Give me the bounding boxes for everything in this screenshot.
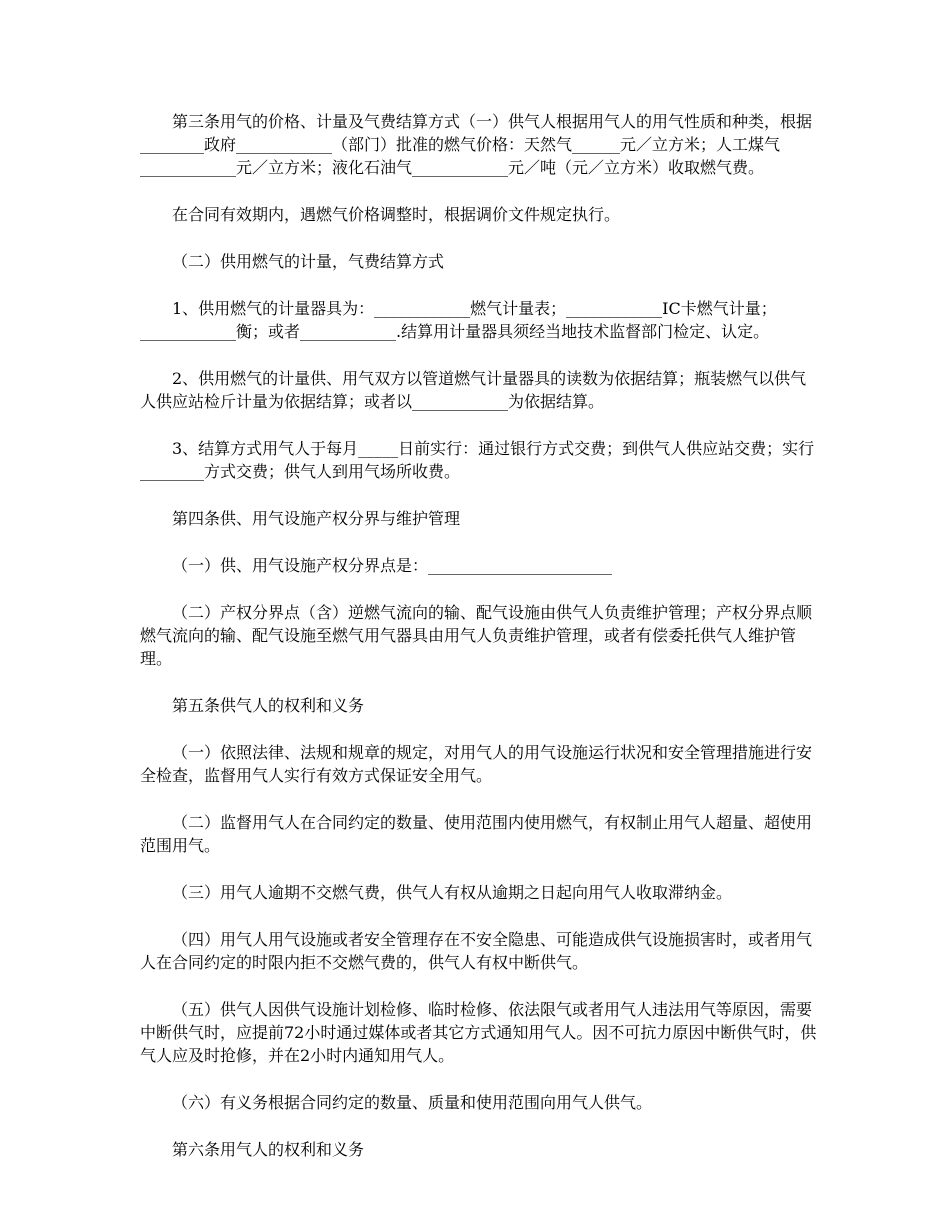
document-page: [140, 110, 820, 1185]
metering-item-3: 3、结算方式用气人于每月_____日前实行：通过银行方式交费；到供气人供应站交费；实行________方式交费；供气人到用气场所收费。: [140, 439, 815, 481]
article-5-item-2: （二）监督用气人在合同约定的数量、使用范围内使用燃气，有权制止用气人超量、超使用范围用气。: [140, 813, 813, 855]
metering-heading: （二）供用燃气的计量，气费结算方式: [172, 252, 445, 271]
article-5-heading: 第五条供气人的权利和义务: [172, 696, 365, 715]
article-5-item-4: （四）用气人用气设施或者安全管理存在不安全隐患、可能造成供气设施损害时，或者用气人在合同约定的时限内拒不交燃气费的，供气人有权中断供气。: [140, 930, 813, 972]
article-5-item-1: （一）依照法律、法规和规章的规定，对用气人的用气设施运行状况和安全管理措施进行安全检查，监督用气人实行有效方式保证安全用气。: [140, 743, 813, 785]
article-3-paragraph: 第三条用气的价格、计量及气费结算方式（一）供气人根据用气人的用气性质和种类，根据________政府____________（部门）批准的燃气价格：天然气______元／立方米；人工煤气____________元／立方米；液化石油气____________元／吨（元／立方米）收取燃气费。: [140, 112, 813, 177]
article-4-heading: 第四条供、用气设施产权分界与维护管理: [172, 509, 461, 528]
article-5-item-6: （六）有义务根据合同约定的数量、质量和使用范围向用气人供气。: [172, 1093, 653, 1112]
metering-item-1: 1、供用燃气的计量器具为：____________燃气计量表；____________IC卡燃气计量；____________衡；或者____________.结算用计量器具须经当地技术监督部门检定、认定。: [140, 299, 777, 341]
price-adjustment-paragraph: 在合同有效期内，遇燃气价格调整时，根据调价文件规定执行。: [172, 205, 621, 224]
article-6-heading: 第六条用气人的权利和义务: [172, 1140, 365, 1159]
article-4-item-2: （二）产权分界点（含）逆燃气流向的输、配气设施由供气人负责维护管理；产权分界点顺燃气流向的输、配气设施至燃气用气器具由用气人负责维护管理，或者有偿委托供气人维护管理。: [140, 603, 813, 668]
article-5-item-3: （三）用气人逾期不交燃气费，供气人有权从逾期之日起向用气人收取滞纳金。: [172, 883, 733, 902]
metering-item-2: 2、供用燃气的计量供、用气双方以管道燃气计量器具的读数为依据结算；瓶装燃气以供气人供应站检斤计量为依据结算；或者以____________为依据结算。: [140, 369, 807, 411]
article-5-item-5: （五）供气人因供气设施计划检修、临时检修、依法限气或者用气人违法用气等原因，需要中断供气时，应提前72小时通过媒体或者其它方式通知用气人。因不可抗力原因中断供气时，供气人应及时抢修，并在2小时内通知用气人。: [140, 1000, 817, 1065]
article-4-item-1: （一）供、用气设施产权分界点是：_______________________: [172, 556, 613, 575]
